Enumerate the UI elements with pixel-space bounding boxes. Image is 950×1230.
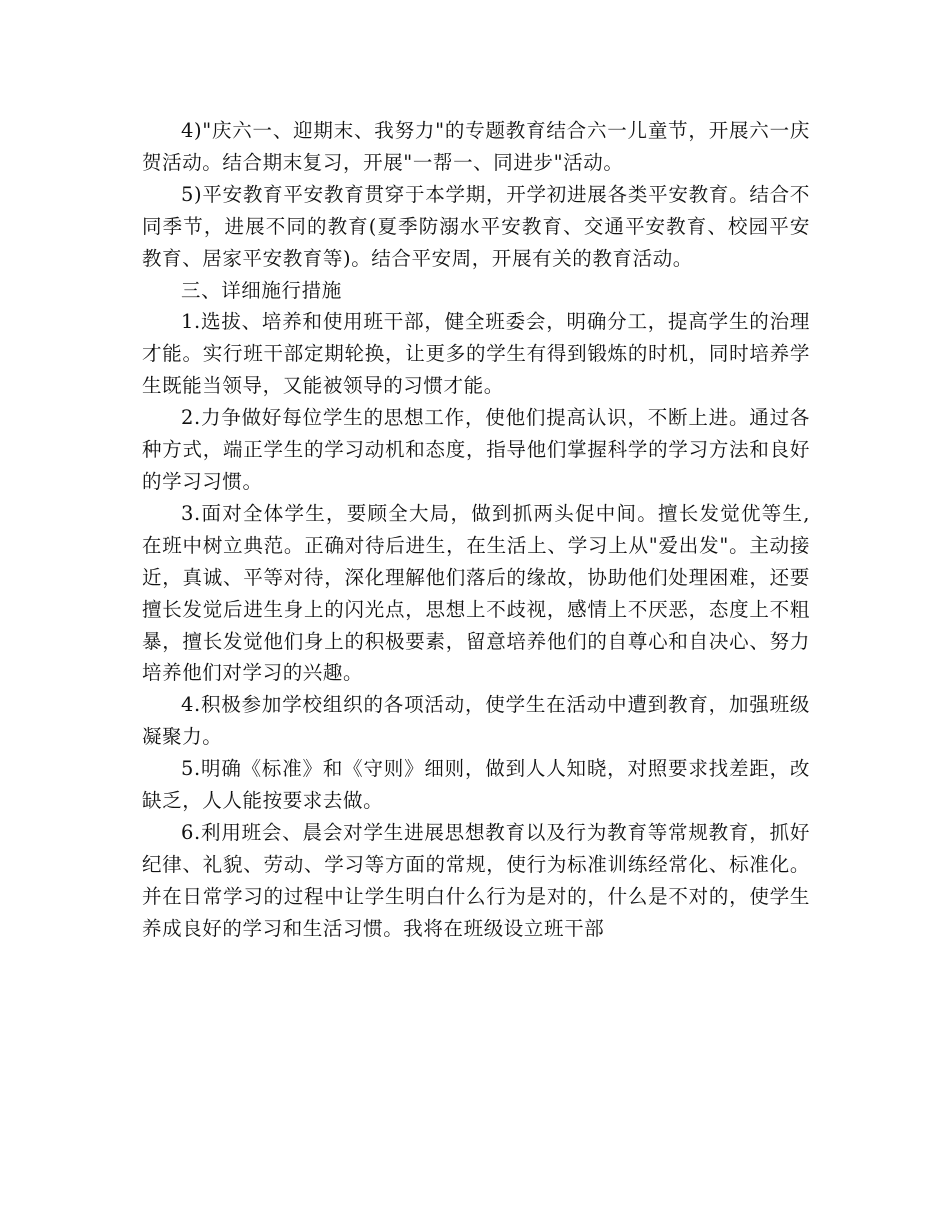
- paragraph-measure-3: 3.面对全体学生，要顾全大局，做到抓两头促中间。擅长发觉优等生,在班中树立典范。正确对待后进生，在生活上、学习上从"爱出发"。主动接近，真诚、平等对待，深化理解他们落后的缘故，协助他们处理困难，还要擅长发觉后进生身上的闪光点，思想上不歧视，感情上不厌恶，态度上不粗暴，擅长发觉他们身上的积极要素，留意培养他们的自尊心和自决心、努力培养他们对学习的兴趣。: [142, 501, 810, 685]
- paragraph-measure-4: 4.积极参加学校组织的各项活动，使学生在活动中遭到教育，加强班级凝聚力。: [142, 693, 810, 749]
- section-heading: 三、详细施行措施: [181, 278, 342, 302]
- document-body: [142, 115, 810, 945]
- paragraph-measure-6: 6.利用班会、晨会对学生进展思想教育以及行为教育等常规教育，抓好纪律、礼貌、劳动、学习等方面的常规，使行为标准训练经常化、标准化。并在日常学习的过程中让学生明白什么行为是对的，什么是不对的，使学生养成良好的学习和生活习惯。我将在班级设立班干部: [142, 820, 810, 940]
- paragraph-measure-2: 2.力争做好每位学生的思想工作，使他们提高认识，不断上进。通过各种方式，端正学生的学习动机和态度，指导他们掌握科学的学习方法和良好的学习习惯。: [142, 406, 810, 493]
- paragraph-measure-1: 1.选拔、培养和使用班干部，健全班委会，明确分工，提高学生的治理才能。实行班干部定期轮换，让更多的学生有得到锻炼的时机，同时培养学生既能当领导，又能被领导的习惯才能。: [142, 310, 810, 398]
- paragraph-measure-5: 5.明确《标准》和《守则》细则，做到人人知晓，对照要求找差距，改缺乏，人人能按要求去做。: [142, 757, 810, 813]
- paragraph-item-4: 4)"庆六一、迎期末、我努力"的专题教育结合六一儿童节，开展六一庆贺活动。结合期末复习，开展"一帮一、同进步"活动。: [142, 119, 810, 174]
- paragraph-item-5: 5)平安教育平安教育贯穿于本学期，开学初进展各类平安教育。结合不同季节，进展不同的教育(夏季防溺水平安教育、交通平安教育、校园平安教育、居家平安教育等)。结合平安周，开展有关的教育活动。: [142, 182, 810, 270]
